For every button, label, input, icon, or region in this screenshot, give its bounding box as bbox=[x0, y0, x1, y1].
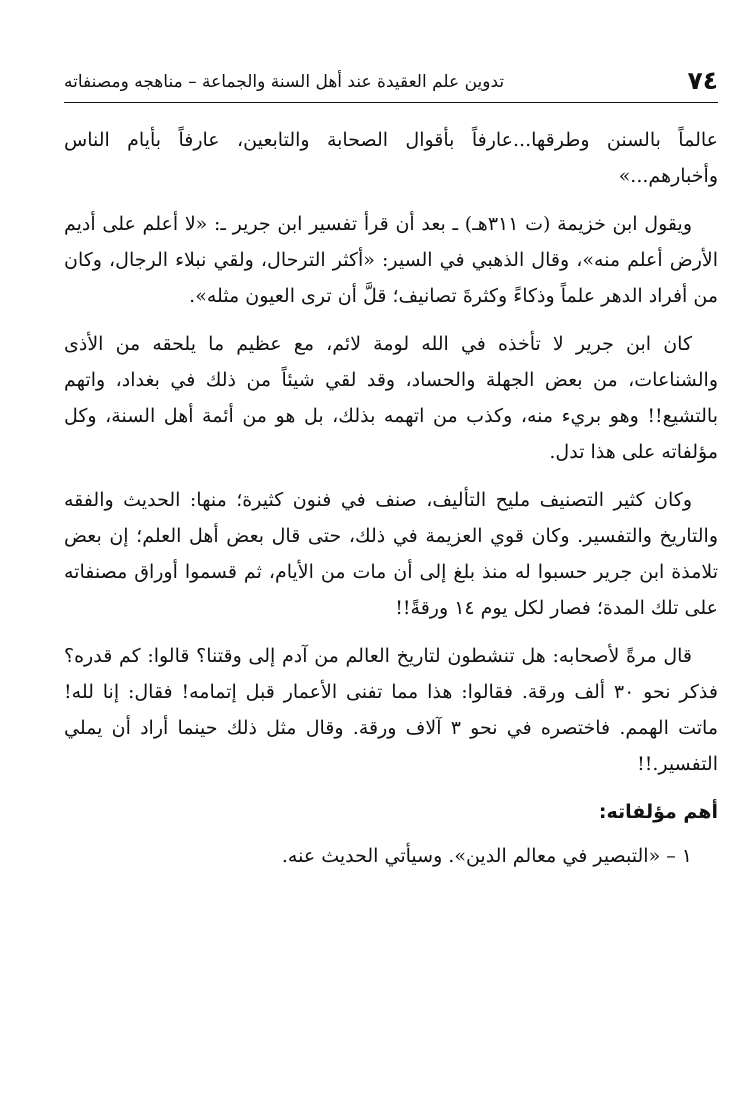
body-text bbox=[64, 122, 718, 874]
paragraph-ibn-jarir-character: كان ابن جرير لا تأخذه في الله لومة لائم، مع عظيم ما يلحقه من الأذى والشناعات، من بعض الجهلة والحساد، وقد لقي شيئاً من ذلك في بغداد، واتهم بالتشيع!! وهو بريء منه، وكذب من اتهمه بذلك، بل هو من أئمة أهل السنة، وكل مؤلفاته على هذا تدل. bbox=[64, 333, 718, 463]
paragraph-ibn-khuzaymah-quote: ويقول ابن خزيمة (ت ٣١١هـ) ـ بعد أن قرأ تفسير ابن جرير ـ: «لا أعلم على أديم الأرض أعلم منه»، وقال الذهبي في السير: «أكثر الترحال، ولقي نبلاء الرجال، وكان من أفراد الدهر علماً وذكاءً وكثرةَ تصانيف؛ قلَّ أن ترى العيون مثله». bbox=[64, 213, 718, 307]
running-title: تدوين علم العقيدة عند أهل السنة والجماعة – مناهجه ومصنفاته bbox=[64, 72, 505, 92]
running-header bbox=[64, 64, 718, 103]
list-item: ١ – «التبصير في معالم الدين». وسيأتي الحديث عنه. bbox=[281, 845, 692, 867]
section-heading: أهم مؤلفاته: bbox=[598, 801, 718, 823]
paragraph-history-anecdote: قال مرةً لأصحابه: هل تنشطون لتاريخ العالم من آدم إلى وقتنا؟ قالوا: كم قدره؟ فذكر نحو ٣٠ ألف ورقة. فقالوا: هذا مما تفنى الأعمار قبل إتمامه! فقال: إنا لله! ماتت الهمم. فاختصره في نحو ٣ آلاف ورقة. وقال مثل ذلك حينما أراد أن يملي التفسير.!! bbox=[64, 645, 718, 775]
paragraph-continuation: عالماً بالسنن وطرقها...عارفاً بأقوال الصحابة والتابعين، عارفاً بأيام الناس وأخبارهم...» bbox=[64, 129, 718, 187]
page-number: ٧٤ bbox=[687, 66, 718, 95]
paragraph-authorship: وكان كثير التصنيف مليح التأليف، صنف في فنون كثيرة؛ منها: الحديث والفقه والتاريخ والتفسير. وكان قوي العزيمة في ذلك، حتى قال بعض أهل العلم؛ إن بعض تلامذة ابن جرير حسبوا له منذ بلغ إلى أن مات من الأيام، ثم قسموا أوراق مصنفاته على تلك المدة؛ فصار لكل يوم ١٤ ورقةً!! bbox=[64, 489, 718, 619]
